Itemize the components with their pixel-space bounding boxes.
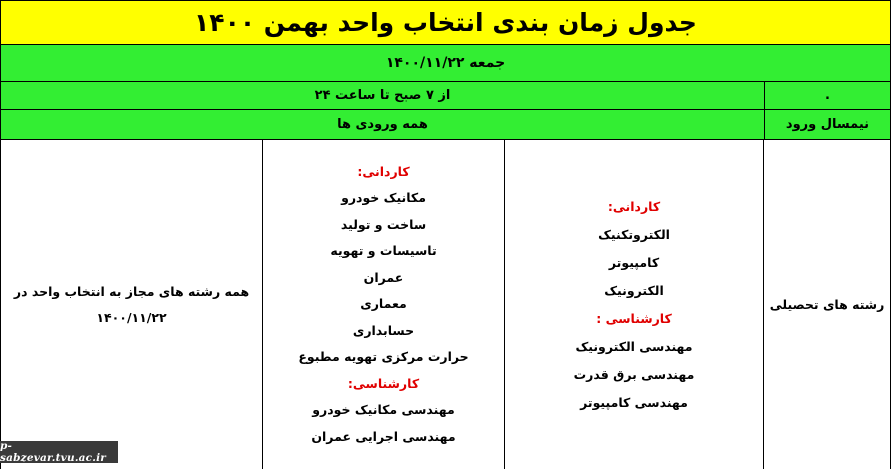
list-item: ساخت و تولید [340,216,427,232]
entry-row [0,110,891,140]
fields-row [0,140,891,469]
entry-cell [0,110,764,139]
bachelor-heading: کارشناسی: [347,375,420,391]
list-item: مهندسی برق قدرت [573,366,695,382]
list-item: مهندسی کامپیوتر [580,394,688,410]
time-cell [0,82,764,109]
fields-label: رشته های تحصیلی [769,297,885,312]
list-item: مهندسی مکانیک خودرو [312,402,455,418]
title-text: جدول زمان بندی انتخاب واحد بهمن ۱۴۰۰ [194,8,697,37]
table-title [0,0,891,45]
associate-heading: کاردانی: [607,198,661,214]
fields-label-cell [763,140,891,469]
all-fields-line: همه رشته های مجاز به انتخاب واحد در [13,283,250,299]
time-text: از ۷ صبح تا ساعت ۲۴ [314,88,451,103]
all-fields-text [4,279,259,331]
list-item: حرارت مرکزی تهویه مطبوع [298,349,469,365]
list-item: عمران [363,269,404,285]
all-fields-cell [0,140,262,469]
list-item: الکترونیک [604,282,664,298]
all-fields-date: ۱۴۰۰/۱۱/۲۲ [96,309,167,325]
list-item: حسابداری [352,322,415,338]
entry-text: همه ورودی ها [337,117,428,132]
time-side-cell [764,82,891,109]
list-item: تاسیسات و تهویه [330,243,437,259]
list-item: الکتروتکنیک [598,226,670,242]
list-item: مکانیک خودرو [341,190,426,206]
bachelor-heading: کارشناسی : [596,310,672,326]
fields-group-mechanical [262,140,504,469]
site-watermark [0,441,118,463]
associate-heading: کاردانی: [357,163,410,179]
fields-group-electrical [504,140,763,469]
entry-side-text: نیمسال ورود [785,117,870,132]
date-text: جمعه ۱۴۰۰/۱۱/۲۲ [385,55,506,71]
time-row [0,82,891,110]
list-item: مهندسی الکترونیک [575,338,693,354]
date-row [0,45,891,82]
entry-side-cell [764,110,891,139]
list-item: معماری [360,296,407,312]
list-item: مهندسی اجرایی عمران [311,428,456,444]
time-side-text: . [825,88,830,103]
list-item: کامپیوتر [608,254,660,270]
watermark-text: p-sabzevar.tvu.ac.ir [0,440,107,464]
